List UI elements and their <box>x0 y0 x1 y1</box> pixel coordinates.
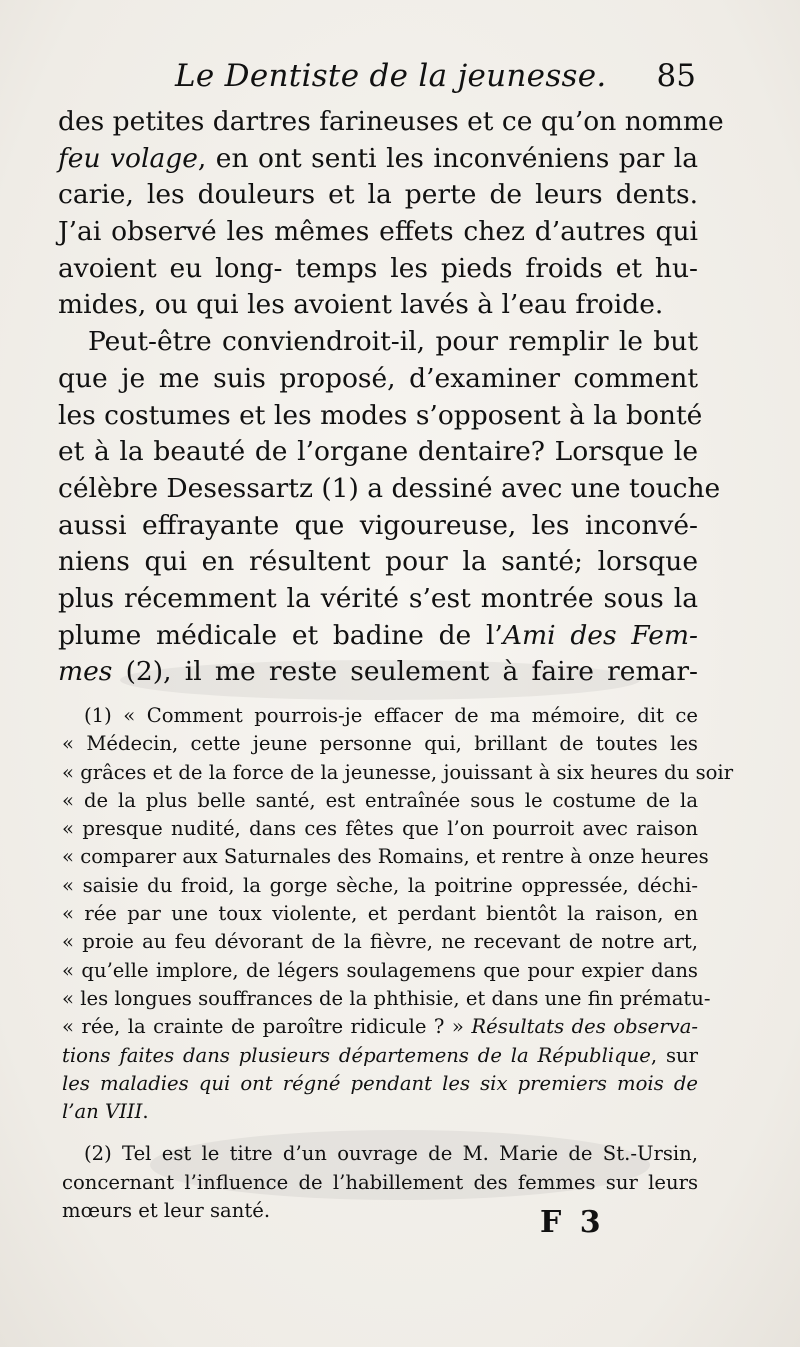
running-title: Le Dentiste de la jeunesse. <box>175 58 607 94</box>
footnote-line: les maladies qui ont régné pendant les six premiers mois de <box>62 1071 698 1095</box>
page-number: 85 <box>656 58 696 94</box>
footnote-line: « proie au feu dévorant de la fièvre, ne recevant de notre art, <box>62 930 698 954</box>
footnote-line: « rée par une toux violente, et perdant bientôt la raison, en <box>62 902 698 926</box>
page-header <box>60 58 700 102</box>
text-line: plume médicale et badine de l’Ami des Fem- <box>58 619 698 651</box>
signature-mark: F 3 <box>540 1205 605 1240</box>
footnote-line: « comparer aux Saturnales des Romains, et rentre à onze heures <box>62 845 709 869</box>
footnote-line: l’an VIII. <box>62 1100 149 1124</box>
text-line: que je me suis proposé, d’examiner comment <box>58 362 698 394</box>
footnote-line: « saisie du froid, la gorge sèche, la poitrine oppressée, déchi- <box>62 873 698 897</box>
footnotes <box>62 702 734 1225</box>
text-line: et à la beauté de l’organe dentaire? Lorsque le <box>58 436 698 468</box>
footnote-line: « Médecin, cette jeune personne qui, brillant de toutes les <box>62 732 698 756</box>
text-line: J’ai observé les mêmes effets chez d’autres qui <box>58 216 698 248</box>
text-line: carie, les douleurs et la perte de leurs dents. <box>58 179 698 211</box>
text-line: aussi effrayante que vigoureuse, les inconvé- <box>58 509 698 541</box>
text-line: mes (2), il me reste seulement à faire remar- <box>58 656 698 688</box>
footnote-line: « rée, la crainte de paroître ridicule ? » Résultats des observa- <box>62 1015 698 1039</box>
text-line: Peut-être conviendroit-il, pour remplir le but <box>88 326 698 358</box>
footnote-line: (2) Tel est le titre d’un ouvrage de M. Marie de St.-Ursin, <box>84 1142 698 1166</box>
footnote-line: (1) « Comment pourrois-je effacer de ma mémoire, dit ce <box>84 704 698 727</box>
text-line: niens qui en résultent pour la santé; lorsque <box>58 546 698 578</box>
footnote-line: mœurs et leur santé. <box>62 1199 271 1223</box>
footnote-line: « presque nudité, dans ces fêtes que l’on pourroit avec raison <box>62 817 698 841</box>
footnote-line: tions faites dans plusieurs départemens de la République, sur <box>62 1043 699 1067</box>
footnote-line: « grâces et de la force de la jeunesse, jouissant à six heures du soir <box>62 760 734 784</box>
text-line: mides, ou qui les avoient lavés à l’eau froide. <box>58 289 664 321</box>
main-text <box>58 104 724 691</box>
text-line: feu volage, en ont senti les inconvéniens par la <box>58 142 698 174</box>
text-line: avoient eu long- temps les pieds froids et hu- <box>58 252 698 284</box>
text-line: plus récemment la vérité s’est montrée sous la <box>58 582 698 614</box>
text-line: les costumes et les modes s’opposent à la bonté <box>58 399 703 431</box>
footnote-line: « qu’elle implore, de légers soulagemens que pour expier dans <box>62 958 698 982</box>
text-line: des petites dartres farineuses et ce qu’on nomme <box>58 106 724 137</box>
footnote-line: « de la plus belle santé, est entraînée sous le costume de la <box>62 788 698 812</box>
footnote-1 <box>62 702 734 1126</box>
text-line: célèbre Desessartz (1) a dessiné avec une touche <box>58 472 721 504</box>
footnote-line: concernant l’influence de l’habillement des femmes sur leurs <box>62 1170 698 1194</box>
footnote-line: « les longues souffrances de la phthisie, et dans une fin prématu- <box>62 986 711 1010</box>
footnote-gap <box>62 1126 698 1140</box>
